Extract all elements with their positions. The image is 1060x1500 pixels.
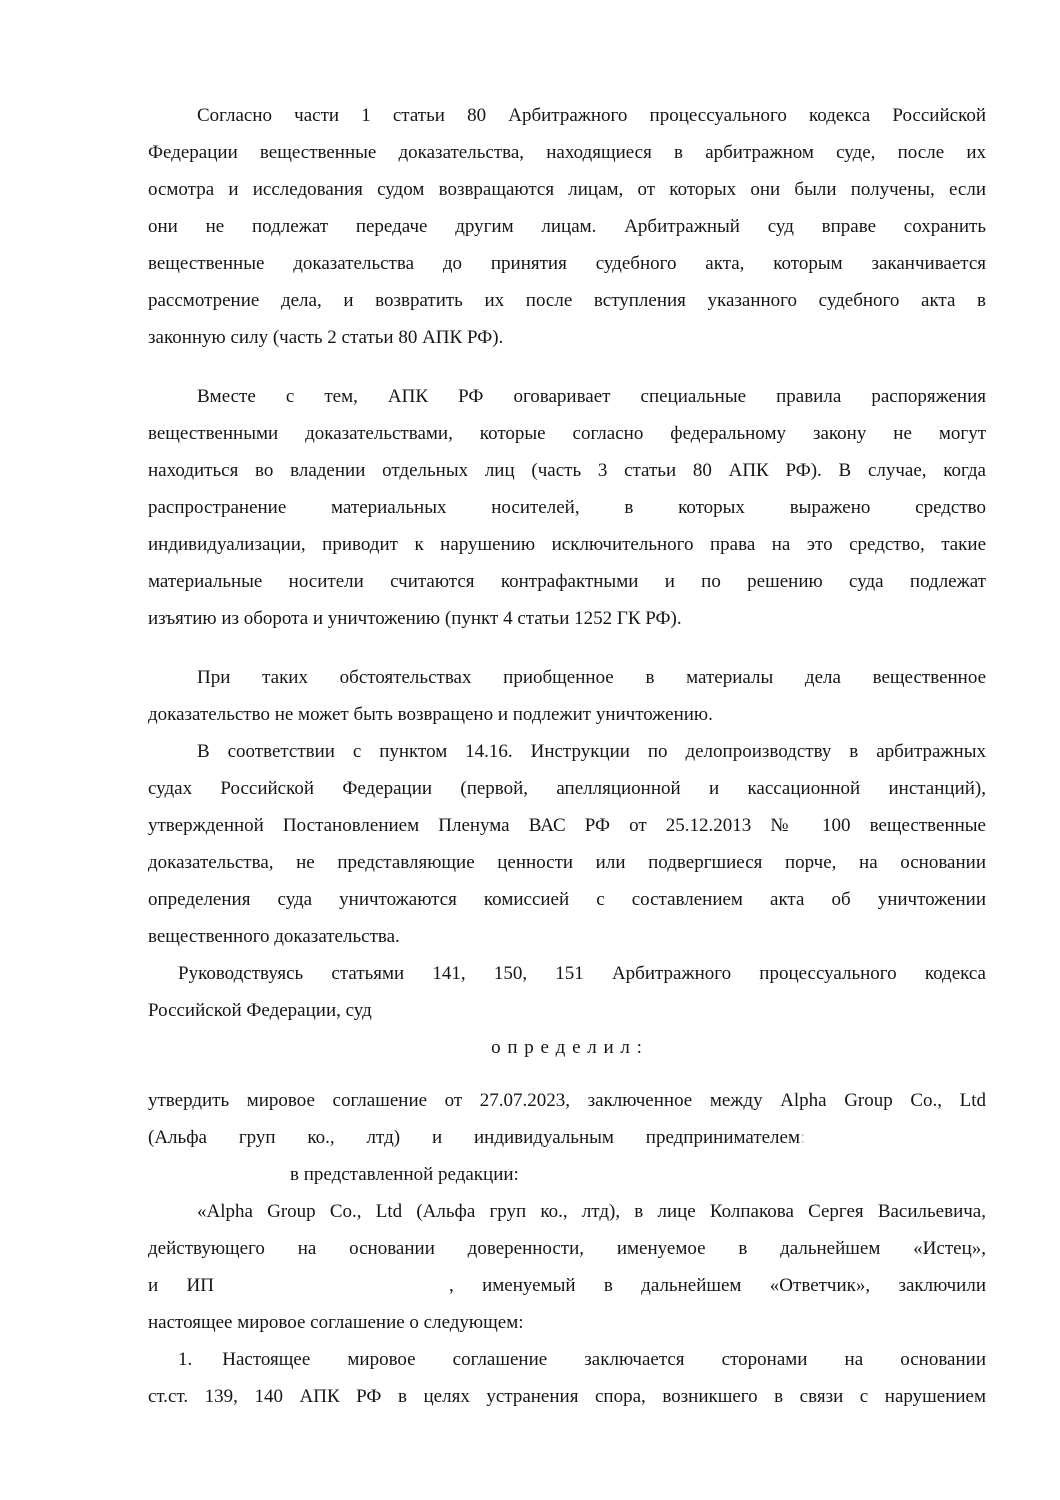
text-segment: и ИП <box>148 1275 214 1296</box>
text-line: доказательства, не представляющие ценности или подвергшиеся порче, на основании <box>148 852 986 873</box>
text-segment: , именуемый в дальнейшем «Ответчик», заключили <box>448 1275 986 1296</box>
text-line: законную силу (часть 2 статьи 80 АПК РФ). <box>148 327 504 348</box>
text-line: Российской Федерации, суд <box>148 1000 372 1021</box>
paragraph-destruction <box>148 659 986 733</box>
text-line: осмотра и исследования судом возвращаются лицам, от которых они были получены, если <box>148 179 986 200</box>
text-line: ст.ст. 139, 140 АПК РФ в целях устранения спора, возникшего в связи с нарушением <box>148 1386 986 1407</box>
text-line: находиться во владении отдельных лиц (часть 3 статьи 80 АПК РФ). В случае, когда <box>148 460 986 481</box>
text-line: вещественными доказательствами, которые согласно федеральному закону не могут <box>148 423 986 444</box>
text-line: действующего на основании доверенности, именуемое в дальнейшем «Истец», <box>148 1238 986 1259</box>
text-line: Согласно части 1 статьи 80 Арбитражного процессуального кодекса Российской <box>197 105 986 126</box>
text-line: распространение материальных носителей, в которых выражено средство <box>148 497 986 518</box>
paragraph-guided-by <box>148 955 986 1029</box>
text-line <box>148 1341 986 1378</box>
text-line: вещественные доказательства до принятия судебного акта, которым заканчивается <box>148 253 986 274</box>
text-line: «Alpha Group Co., Ltd (Альфа груп ко., лтд), в лице Колпакова Сергея Васильевича, <box>197 1201 986 1222</box>
text-line <box>148 1119 986 1156</box>
text-line: доказательство не может быть возвращено и подлежит уничтожению. <box>148 704 713 725</box>
text-line: индивидуализации, приводит к нарушению исключительного права на это средство, такие <box>148 534 986 555</box>
text-line: Вместе с тем, АПК РФ оговаривает специальные правила распоряжения <box>197 386 986 407</box>
text-line: в представленной редакции: <box>290 1164 519 1185</box>
tab-spacer <box>192 1364 222 1365</box>
text-segment: Настоящее мировое соглашение заключается сторонами на основании <box>222 1349 986 1370</box>
text-line: При таких обстоятельствах приобщенное в материалы дела вещественное <box>197 667 986 688</box>
paragraph-clause-1 <box>148 1341 986 1415</box>
text-line: утвержденной Постановлением Пленума ВАС РФ от 25.12.2013 № 100 вещественные <box>148 815 986 836</box>
paragraph-instruction-14-16 <box>148 733 986 955</box>
text-line: они не подлежат передаче другим лицам. Арбитражный суд вправе сохранить <box>148 216 986 237</box>
text-line: определения суда уничтожаются комиссией с составлением акта об уничтожении <box>148 889 986 910</box>
text-line: утвердить мировое соглашение от 27.07.2023, заключенное между Alpha Group Co., Ltd <box>148 1090 986 1111</box>
paragraph-apk-art80 <box>148 97 986 356</box>
text-line: материальные носители считаются контрафактными и по решению суда подлежат <box>148 571 986 592</box>
text-line: судах Российской Федерации (первой, апелляционной и кассационной инстанций), <box>148 778 986 799</box>
text-line: настоящее мировое соглашение о следующем: <box>148 1312 524 1333</box>
redacted-name-gap: : <box>800 1127 806 1148</box>
redacted-name-gap <box>214 1290 449 1291</box>
paragraph-approve-settlement <box>148 1082 986 1193</box>
text-segment: (Альфа груп ко., лтд) и индивидуальным предпринимателем <box>148 1127 800 1148</box>
text-line: В соответствии с пунктом 14.16. Инструкции по делопроизводству в арбитражных <box>197 741 986 762</box>
text-line <box>148 1267 986 1304</box>
list-number: 1. <box>178 1349 193 1370</box>
paragraph-parties <box>148 1193 986 1341</box>
text-line: изъятию из оборота и уничтожению (пункт 4 статьи 1252 ГК РФ). <box>148 608 682 629</box>
ruling-keyword: о п р е д е л и л : <box>491 1037 643 1058</box>
text-line: Федерации вещественные доказательства, находящиеся в арбитражном суде, после их <box>148 142 986 163</box>
text-line: рассмотрение дела, и возвратить их после вступления указанного судебного акта в <box>148 290 986 311</box>
text-line: Руководствуясь статьями 141, 150, 151 Арбитражного процессуального кодекса <box>178 963 986 984</box>
paragraph-special-rules <box>148 378 986 637</box>
text-line: вещественного доказательства. <box>148 926 400 947</box>
